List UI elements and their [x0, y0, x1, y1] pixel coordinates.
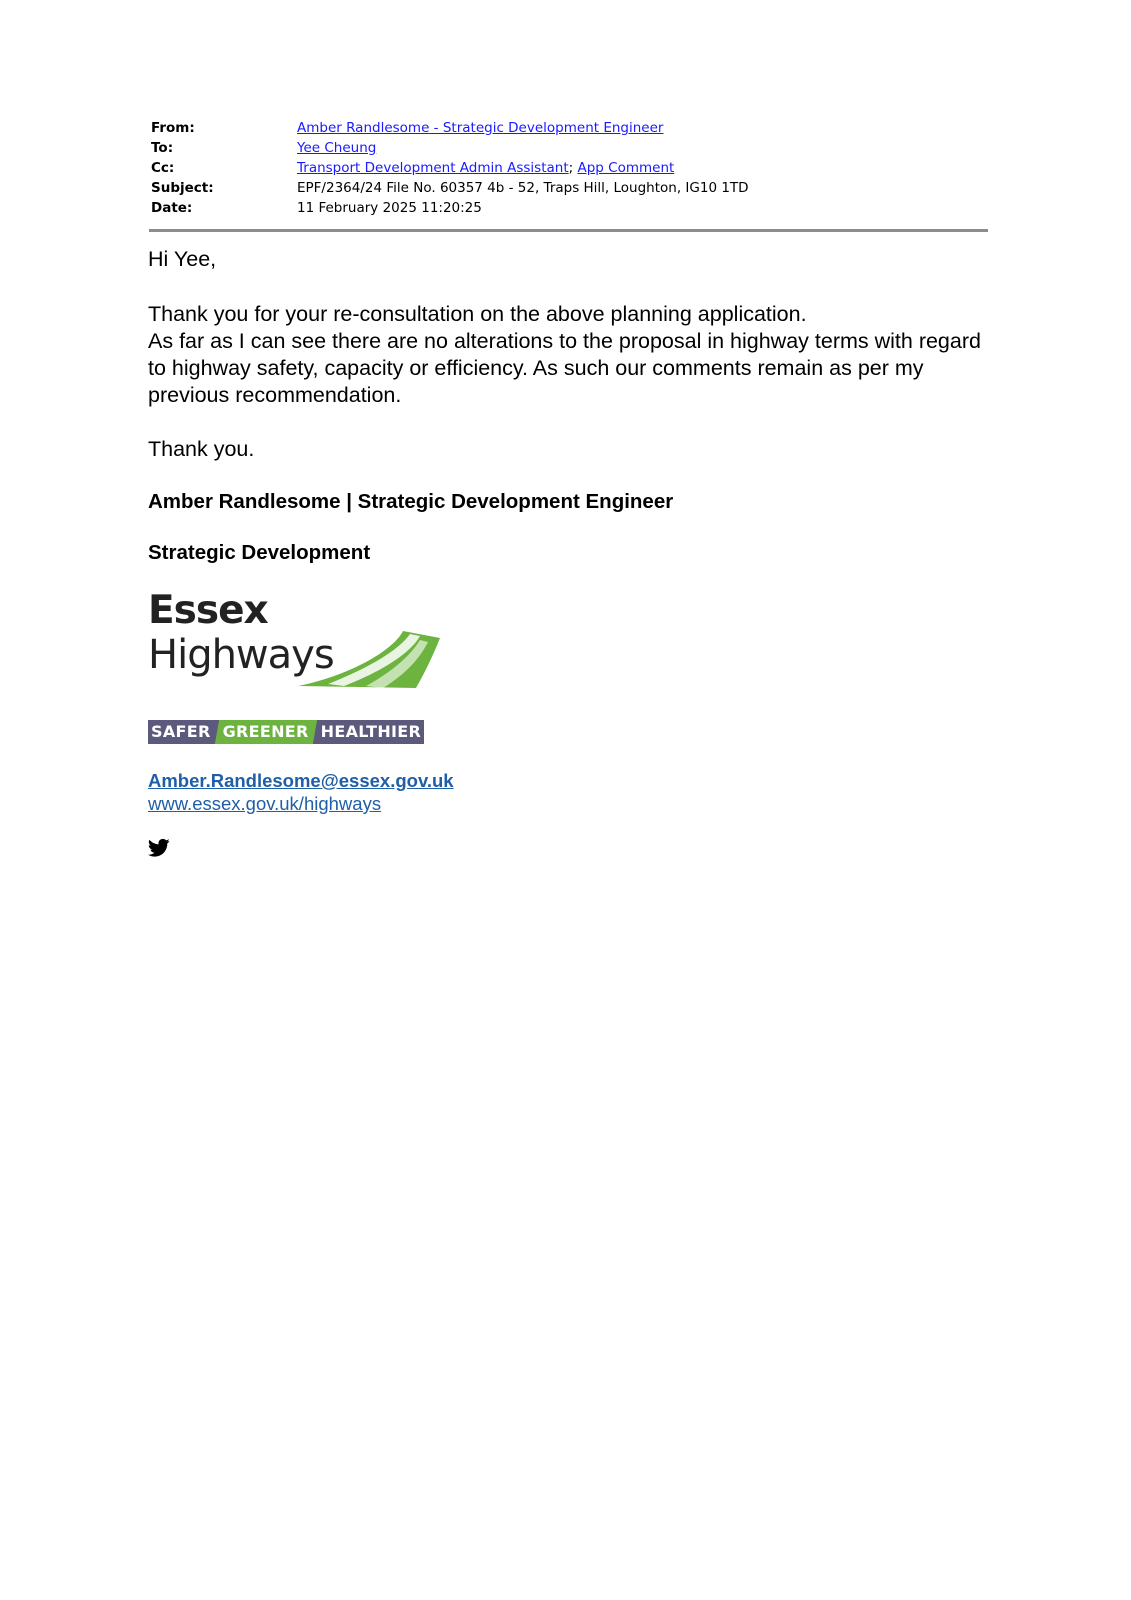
- to-row: [151, 138, 987, 158]
- essex-highways-logo: [148, 588, 448, 692]
- from-link[interactable]: Amber Randlesome - Strategic Development Engineer: [297, 120, 664, 136]
- subject-label: Subject:: [151, 180, 214, 196]
- message-line-2: As far as I can see there are no alterations to the proposal in highway terms with regard to highway safety, capacity or efficiency. As such our comments remain as per my previous recommendation.: [148, 329, 981, 407]
- subject-row: [151, 178, 987, 198]
- signature-website-link[interactable]: www.essex.gov.uk/highways: [148, 793, 382, 814]
- logo-word-essex: Essex: [148, 588, 268, 633]
- cc-row: [151, 158, 987, 178]
- closing-thanks: Thank you.: [148, 437, 255, 461]
- banner-healthier: HEALTHIER: [318, 720, 424, 744]
- banner-safer: SAFER: [148, 720, 214, 744]
- from-label: From:: [151, 120, 195, 136]
- date-label: Date:: [151, 200, 193, 216]
- date-value: 11 February 2025 11:20:25: [297, 200, 482, 216]
- from-row: [151, 118, 987, 138]
- logo-word-highways: Highways: [148, 632, 334, 678]
- signature-department: Strategic Development: [148, 541, 371, 564]
- banner-greener: GREENER: [220, 720, 312, 744]
- to-label: To:: [151, 140, 174, 156]
- signature-email-link[interactable]: Amber.Randlesome@essex.gov.uk: [148, 770, 454, 791]
- safer-greener-healthier-banner: [148, 720, 424, 744]
- date-row: [151, 198, 987, 218]
- cc-link-transport-admin[interactable]: Transport Development Admin Assistant: [297, 160, 569, 176]
- cc-link-app-comment[interactable]: App Comment: [577, 160, 675, 176]
- message-line-1: Thank you for your re-consultation on the above planning application.: [148, 302, 807, 326]
- to-link[interactable]: Yee Cheung: [297, 140, 377, 156]
- signature-name-title: Amber Randlesome | Strategic Development Engineer: [148, 490, 674, 513]
- header-divider: [149, 229, 988, 232]
- twitter-icon[interactable]: [148, 838, 170, 858]
- email-header: [151, 118, 987, 218]
- subject-value: EPF/2364/24 File No. 60357 4b - 52, Traps Hill, Loughton, IG10 1TD: [297, 180, 749, 196]
- cc-separator: ;: [568, 160, 574, 176]
- greeting: Hi Yee,: [148, 247, 217, 271]
- cc-label: Cc:: [151, 160, 175, 176]
- message-paragraph: [148, 301, 988, 409]
